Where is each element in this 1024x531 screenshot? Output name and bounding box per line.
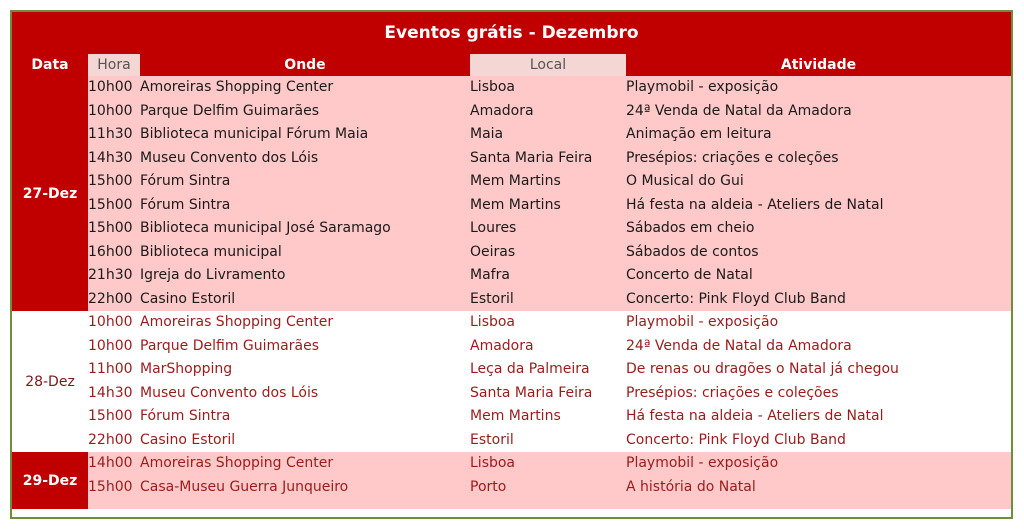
atividade-cell: Animação em leitura bbox=[626, 126, 772, 142]
table-row bbox=[12, 476, 1011, 500]
atividade-cell: 24ª Venda de Natal da Amadora bbox=[626, 102, 852, 119]
onde-cell: Casino Estoril bbox=[140, 290, 236, 307]
hora-cell: 11h00 bbox=[88, 361, 133, 377]
table-row bbox=[12, 288, 1011, 312]
table-row bbox=[12, 217, 1011, 241]
onde-cell: MarShopping bbox=[140, 361, 233, 377]
hora-cell: 10h00 bbox=[88, 314, 133, 330]
onde-cell: Fórum Sintra bbox=[140, 196, 231, 213]
atividade-cell: Há festa na aldeia - Ateliers de Natal bbox=[626, 408, 884, 424]
hora-cell: 10h00 bbox=[88, 337, 133, 354]
local-cell: Amadora bbox=[470, 102, 534, 119]
local-cell: Amadora bbox=[470, 337, 534, 354]
header-hora: Hora bbox=[88, 54, 140, 76]
table-row bbox=[12, 358, 1011, 382]
atividade-cell: Presépios: criações e coleções bbox=[626, 149, 839, 166]
local-cell: Santa Maria Feira bbox=[470, 384, 593, 401]
local-cell: Lisboa bbox=[470, 314, 516, 330]
atividade-cell: Concerto de Natal bbox=[626, 267, 753, 283]
hora-cell: 15h00 bbox=[88, 478, 133, 495]
hora-cell: 10h00 bbox=[88, 79, 133, 95]
onde-cell: Parque Delfim Guimarães bbox=[140, 102, 319, 119]
header-data: Data bbox=[12, 54, 88, 76]
atividade-cell: Há festa na aldeia - Ateliers de Natal bbox=[626, 196, 884, 213]
onde-cell: Casino Estoril bbox=[140, 431, 236, 448]
onde-cell: Fórum Sintra bbox=[140, 173, 231, 189]
local-cell: Lisboa bbox=[470, 455, 516, 471]
local-cell: Maia bbox=[470, 126, 504, 142]
atividade-cell: Presépios: criações e coleções bbox=[626, 384, 839, 401]
hora-cell: 15h00 bbox=[88, 408, 133, 424]
table-row bbox=[12, 123, 1011, 147]
atividade-cell: Concerto: Pink Floyd Club Band bbox=[626, 290, 846, 307]
atividade-cell: Sábados de contos bbox=[626, 243, 759, 260]
atividade-cell: De renas ou dragões o Natal já chegou bbox=[626, 361, 899, 377]
onde-cell: Biblioteca municipal Fórum Maia bbox=[140, 126, 369, 142]
onde-cell: Fórum Sintra bbox=[140, 408, 231, 424]
spreadsheet bbox=[10, 10, 1013, 519]
onde-cell: Biblioteca municipal bbox=[140, 243, 282, 260]
onde-cell: Museu Convento dos Lóis bbox=[140, 149, 319, 166]
table-row bbox=[12, 429, 1011, 453]
table-row bbox=[12, 452, 1011, 476]
onde-cell: Casa-Museu Guerra Junqueiro bbox=[140, 478, 349, 495]
date-group bbox=[12, 76, 1011, 311]
table-row bbox=[12, 147, 1011, 171]
local-cell: Mem Martins bbox=[470, 196, 561, 213]
onde-cell: Museu Convento dos Lóis bbox=[140, 384, 319, 401]
hora-cell: 11h30 bbox=[88, 126, 133, 142]
header-local: Local bbox=[470, 54, 626, 76]
table-row bbox=[12, 405, 1011, 429]
hora-cell: 16h00 bbox=[88, 243, 133, 260]
atividade-cell: Sábados em cheio bbox=[626, 220, 755, 236]
hora-cell: 14h00 bbox=[88, 455, 133, 471]
onde-cell: Amoreiras Shopping Center bbox=[140, 79, 334, 95]
onde-cell: Amoreiras Shopping Center bbox=[140, 314, 334, 330]
hora-cell: 15h00 bbox=[88, 173, 133, 189]
local-cell: Mem Martins bbox=[470, 173, 561, 189]
hora-cell: 15h00 bbox=[88, 196, 133, 213]
local-cell: Lisboa bbox=[470, 79, 516, 95]
local-cell: Mem Martins bbox=[470, 408, 561, 424]
date-cell: 28-Dez bbox=[12, 311, 88, 452]
table-row bbox=[12, 76, 1011, 100]
table-row bbox=[12, 194, 1011, 218]
hora-cell: 15h00 bbox=[88, 220, 133, 236]
atividade-cell: Playmobil - exposição bbox=[626, 455, 779, 471]
atividade-cell: Concerto: Pink Floyd Club Band bbox=[626, 431, 846, 448]
date-group bbox=[12, 452, 1011, 509]
header-onde: Onde bbox=[140, 54, 470, 76]
local-cell: Mafra bbox=[470, 267, 510, 283]
atividade-cell: A história do Natal bbox=[626, 478, 756, 495]
local-cell: Estoril bbox=[470, 431, 514, 448]
hora-cell: 10h00 bbox=[88, 102, 133, 119]
header-row bbox=[12, 54, 1011, 76]
atividade-cell: O Musical do Gui bbox=[626, 173, 744, 189]
table-row bbox=[12, 311, 1011, 335]
hora-cell: 14h30 bbox=[88, 149, 133, 166]
table-row bbox=[12, 335, 1011, 359]
atividade-cell: Playmobil - exposição bbox=[626, 314, 779, 330]
atividade-cell: Playmobil - exposição bbox=[626, 79, 779, 95]
local-cell: Oeiras bbox=[470, 243, 516, 260]
local-cell: Porto bbox=[470, 478, 507, 495]
hora-cell: 21h30 bbox=[88, 267, 133, 283]
local-cell: Estoril bbox=[470, 290, 514, 307]
table-row bbox=[12, 264, 1011, 288]
atividade-cell: 24ª Venda de Natal da Amadora bbox=[626, 337, 852, 354]
hora-cell: 14h30 bbox=[88, 384, 133, 401]
header-atividade: Atividade bbox=[626, 54, 1011, 76]
hora-cell: 22h00 bbox=[88, 290, 133, 307]
local-cell: Leça da Palmeira bbox=[470, 361, 590, 377]
local-cell: Santa Maria Feira bbox=[470, 149, 593, 166]
onde-cell: Biblioteca municipal José Saramago bbox=[140, 220, 391, 236]
table-row bbox=[12, 241, 1011, 265]
onde-cell: Parque Delfim Guimarães bbox=[140, 337, 319, 354]
onde-cell: Amoreiras Shopping Center bbox=[140, 455, 334, 471]
table-row bbox=[12, 100, 1011, 124]
date-group bbox=[12, 311, 1011, 452]
date-cell: 27-Dez bbox=[12, 76, 88, 311]
onde-cell: Igreja do Livramento bbox=[140, 267, 286, 283]
table-row bbox=[12, 170, 1011, 194]
hora-cell: 22h00 bbox=[88, 431, 133, 448]
table-row bbox=[12, 382, 1011, 406]
date-cell: 29-Dez bbox=[12, 452, 88, 509]
sheet-title: Eventos grátis - Dezembro bbox=[12, 12, 1011, 54]
local-cell: Loures bbox=[470, 220, 517, 236]
